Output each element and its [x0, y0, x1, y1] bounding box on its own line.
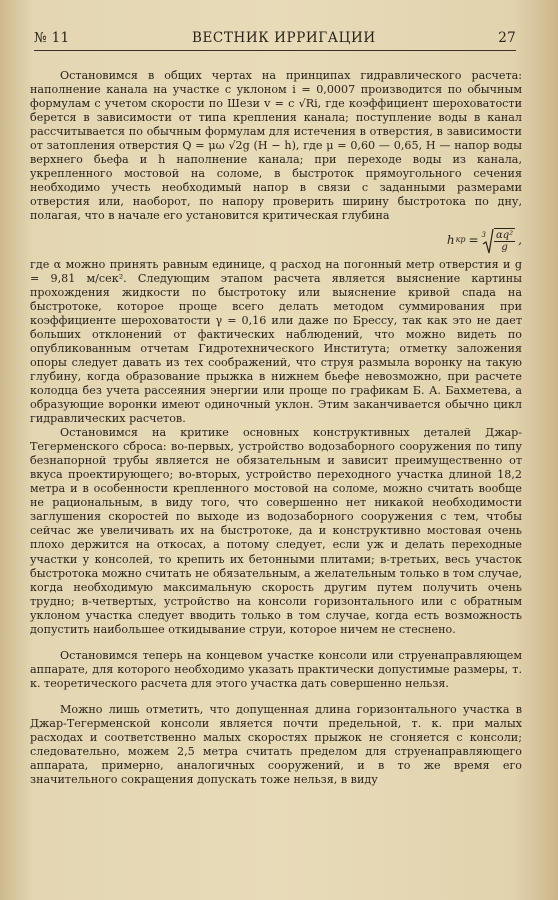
formula-fraction: [494, 228, 515, 253]
formula-lhs-subscript: кр: [455, 235, 466, 245]
page-header: [34, 30, 516, 51]
formula-root-index: 3: [481, 230, 486, 239]
formula-equals: =: [468, 233, 479, 248]
page-number: 27: [498, 30, 516, 46]
journal-title: ВЕСТНИК ИРРИГАЦИИ: [191, 30, 376, 46]
critical-depth-formula: [30, 228, 522, 254]
paragraph-console-end: Остановимся теперь на концевом участке консоли или струенаправляющем аппарате, для которого необходимо указать практически допустимые размеры, т. к. теоретического расчета для этого участка дать совершенно нельзя.: [30, 648, 522, 690]
paragraph-horizontal-section: Можно лишь отметить, что допущенная длина горизонтального участка в Джар-Тегерменской консоли является почти предельной, т. к. при малых расходах и соответственно малых скоростях прыжок не сгоняется с консоли; следовательно, можем 2,5 метра считать пределом для струенаправляющего аппарата, примерно, аналогичных сооружений, и в то же время его значительного сокращения допускать тоже нельзя, в виду: [30, 702, 522, 787]
article-body: [30, 69, 522, 787]
issue-number: № 11: [34, 30, 70, 46]
radical-sign-icon: [482, 228, 494, 254]
formula-numerator: αq²: [496, 230, 514, 242]
paragraph-construction-critique: Остановимся на критике основных конструктивных деталей Джар-Тегерменского сброса: во-первых, устройство водозаборного сооружения по типу безнапорной трубы является не обязательным и зависит преимущественно от вкуса проектирующего; во-вторых, устройство переходного участка длиной 18,2 метра и в особенности крепленного мостовой на соломе, можно считать вообще не рациональным, в виду того, что совершенно нет никакой необходимости заглушения скоростей по выходе из водозаборного сооружения с тем, чтобы сейчас же увеличивать их на быстротоке, да и конструктивно мостовая очень плохо держится на откосах, а потому следует, если уж и делать переходные участки у консолей, то крепить их бетонными плитами; в-третьих, весь участок быстротока можно считать не обязательным, а желательным только в том случае, когда необходимую максимальную скорость другим путем получить очень трудно; в-четвертых, устройство на консоли горизонтального или с обратным уклоном участка следует вводить только в том случае, когда есть возможность допустить наибольшее откидывание струи, которое ничем не стеснено.: [30, 426, 522, 636]
formula-lhs: h: [446, 233, 455, 248]
formula-denominator: g: [501, 242, 508, 254]
paragraph-hydraulic-principles: Остановимся в общих чертах на принципах гидравлического расчета: наполнение канала на участке с уклоном i = 0,0007 производится по обычным формулам с учетом скорости по Шези v = c √Ri, где коэффициент шероховатости берется в зависимости от типа крепления канала; поступление воды в канал рассчитывается по обычным формулам для истечения в отверстия, в зависимости от затопления отверстия Q = μω √2g (H − h), где μ = 0,60 — 0,65, H — напор воды верхнего бьефа и h наполнение канала; при переходе воды из канала, укрепленного мостовой на соломе, в быстроток прямоугольного сечения необходимо учесть необходимый напор в связи с заданными размерами отверстия или, наоборот, по напору проверить ширину быстротока по дну, полагая, что в начале его установится критическая глубина: [30, 69, 522, 223]
formula-continuation: ,: [518, 233, 522, 248]
paragraph-calculation-stages: где α можно принять равным единице, q расход на погонный метр отверстия и g = 9,81 м/сек². Следующим этапом расчета является выяснение картины прохождения жидкости по быстротоку или выяснение кривой спада на быстротоке, которое проще всего делать методом суммирования при коэффициенте шероховатости γ = 0,16 или даже по Брессу, так как это не дает больших отклонений от фактических наблюдений, что можно видеть по опубликованным отчетам Гидротехнического Института; отметку заложения опоры следует давать из тех соображений, что струя размыла воронку на такую глубину, когда образование прыжка в нижнем бьефе невозможно, при расчете колодца без учета рассеяния энергии или проще по графикам Б. А. Бахметева, а образующие воронки имеют одиночный уклон. Этим заканчивается обычно цикл гидравлических расчетов.: [30, 257, 522, 426]
